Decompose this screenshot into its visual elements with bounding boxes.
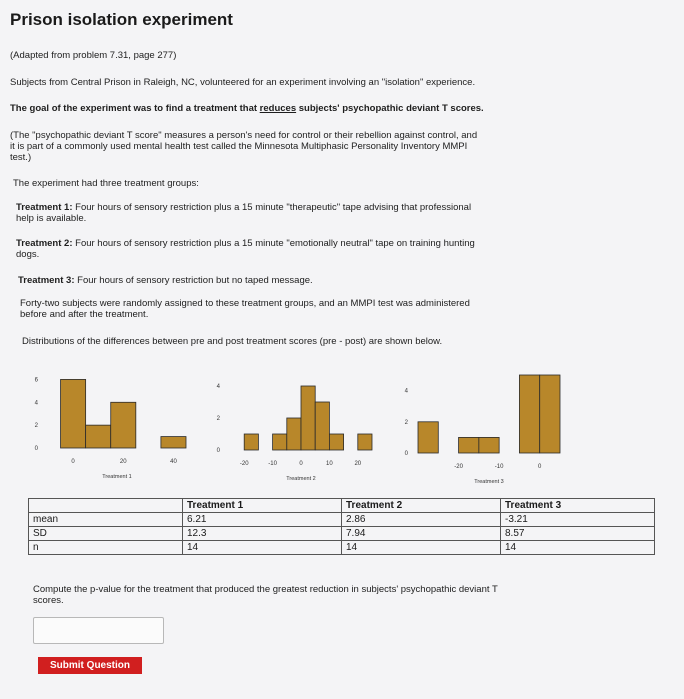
treatment-2-desc: [16, 238, 475, 249]
treatment-2-text: Four hours of sensory restriction plus a 15 minute "emotionally neutral" tape on training hunting: [72, 238, 475, 249]
y-tick-label: 2: [34, 423, 38, 430]
x-axis-label: Treatment 3: [474, 479, 504, 485]
histogram-bar: [61, 379, 86, 448]
histogram-bar: [111, 402, 136, 448]
treatment-1-text: Four hours of sensory restriction plus a 15 minute "therapeutic" tape advising that professional: [72, 202, 472, 213]
x-tick-label: -10: [268, 461, 277, 467]
goal-text: [10, 103, 484, 114]
x-tick-label: -10: [494, 464, 504, 470]
histogram-bar: [161, 437, 186, 448]
histogram-bar: [418, 422, 438, 453]
x-tick-label: -20: [239, 461, 249, 467]
table-row: [29, 541, 655, 555]
question-line-2: scores.: [33, 595, 64, 606]
table-column-header: Treatment 2: [342, 499, 501, 513]
histogram-bar: [479, 437, 499, 453]
y-tick-label: 4: [216, 384, 220, 390]
table-cell: 14: [501, 541, 655, 555]
histogram-bar: [358, 434, 372, 450]
table-cell: 2.86: [342, 513, 501, 527]
treatment-1-label: Treatment 1:: [16, 202, 73, 213]
histogram-bar: [519, 375, 539, 453]
x-tick-label: 0: [538, 464, 542, 470]
source-note: (Adapted from problem 7.31, page 277): [10, 50, 177, 61]
table-cell: 8.57: [501, 527, 655, 541]
table-cell: 12.3: [183, 527, 342, 541]
treatment-2-desc-2: dogs.: [16, 249, 40, 260]
distribution-intro: Distributions of the differences between pre and post treatment scores (pre - post) are shown below.: [22, 336, 443, 347]
table-row-label: n: [29, 541, 183, 555]
y-tick-label: 0: [216, 448, 220, 454]
table-column-header: Treatment 3: [501, 499, 655, 513]
y-tick-label: 2: [404, 419, 408, 426]
x-axis-label: Treatment 1: [102, 474, 132, 480]
table-column-header: Treatment 1: [183, 499, 342, 513]
x-tick-label: 20: [119, 459, 127, 465]
histograms: [0, 360, 684, 495]
histogram-bar: [301, 386, 315, 450]
treatment-3-desc: [18, 275, 313, 286]
y-tick-label: 4: [34, 400, 38, 407]
table-cell: 6.21: [183, 513, 342, 527]
note-line-3: test.): [10, 152, 32, 163]
table-row-label: mean: [29, 513, 183, 527]
x-tick-label: 0: [299, 461, 303, 467]
x-tick-label: 40: [170, 459, 177, 465]
goal-prefix: The goal of the experiment was to find a treatment that: [10, 103, 260, 114]
question-line-1: Compute the p-value for the treatment that produced the greatest reduction in subjects' psychopathic deviant T: [33, 584, 498, 595]
table-row: [29, 527, 655, 541]
assignment-text-1: Forty-two subjects were randomly assigned to these treatment groups, and an MMPI test was administered: [20, 298, 470, 309]
table-cell: 14: [342, 541, 501, 555]
table-cell: 14: [183, 541, 342, 555]
histogram-bar: [329, 434, 343, 450]
table-cell: 7.94: [342, 527, 501, 541]
histogram-bar: [315, 402, 329, 450]
treatment-3-text: Four hours of sensory restriction but no taped message.: [74, 275, 313, 286]
treatment-1-desc: [16, 202, 471, 213]
y-tick-label: 6: [34, 377, 38, 384]
histogram-bar: [540, 375, 560, 453]
histogram-bar: [287, 418, 301, 450]
histogram-bar: [244, 434, 258, 450]
assignment-text-2: before and after the treatment.: [20, 309, 149, 320]
y-tick-label: 4: [404, 388, 408, 395]
y-tick-label: 2: [216, 416, 220, 422]
treatment-3-label: Treatment 3:: [18, 275, 75, 286]
table-header-row: [29, 499, 655, 513]
page-title: Prison isolation experiment: [10, 10, 233, 29]
x-tick-label: -20: [454, 464, 463, 470]
y-tick-label: 0: [404, 451, 408, 457]
note-line-1: (The "psychopathic deviant T score" measures a person's need for control or their rebellion against control, and: [10, 130, 478, 141]
intro-text: Subjects from Central Prison in Raleigh, NC, volunteered for an experiment involving an "isolation" experience.: [10, 77, 476, 88]
table-corner-cell: [29, 499, 183, 513]
table-cell: -3.21: [501, 513, 655, 527]
treatment-2-label: Treatment 2:: [16, 238, 73, 249]
x-tick-label: 20: [354, 461, 362, 467]
table-row: [29, 513, 655, 527]
note-line-2: it is part of a commonly used mental health test called the Minnesota Multiphasic Personality Inventory MMPI: [10, 141, 468, 152]
answer-input[interactable]: [33, 617, 164, 644]
groups-intro: The experiment had three treatment groups:: [13, 178, 199, 189]
summary-table: [28, 498, 655, 555]
histogram-bar: [273, 434, 287, 450]
table-row-label: SD: [29, 527, 183, 541]
x-axis-label: Treatment 2: [286, 476, 316, 482]
submit-question-button[interactable]: Submit Question: [38, 657, 142, 674]
histogram-bar: [86, 425, 111, 448]
histogram-bar: [459, 437, 479, 453]
goal-suffix: subjects' psychopathic deviant T scores.: [296, 103, 484, 114]
x-tick-label: 0: [71, 459, 75, 465]
x-tick-label: 10: [326, 461, 333, 467]
treatment-1-desc-2: help is available.: [16, 213, 87, 224]
goal-emphasis: reduces: [259, 103, 297, 114]
y-tick-label: 0: [34, 446, 38, 452]
